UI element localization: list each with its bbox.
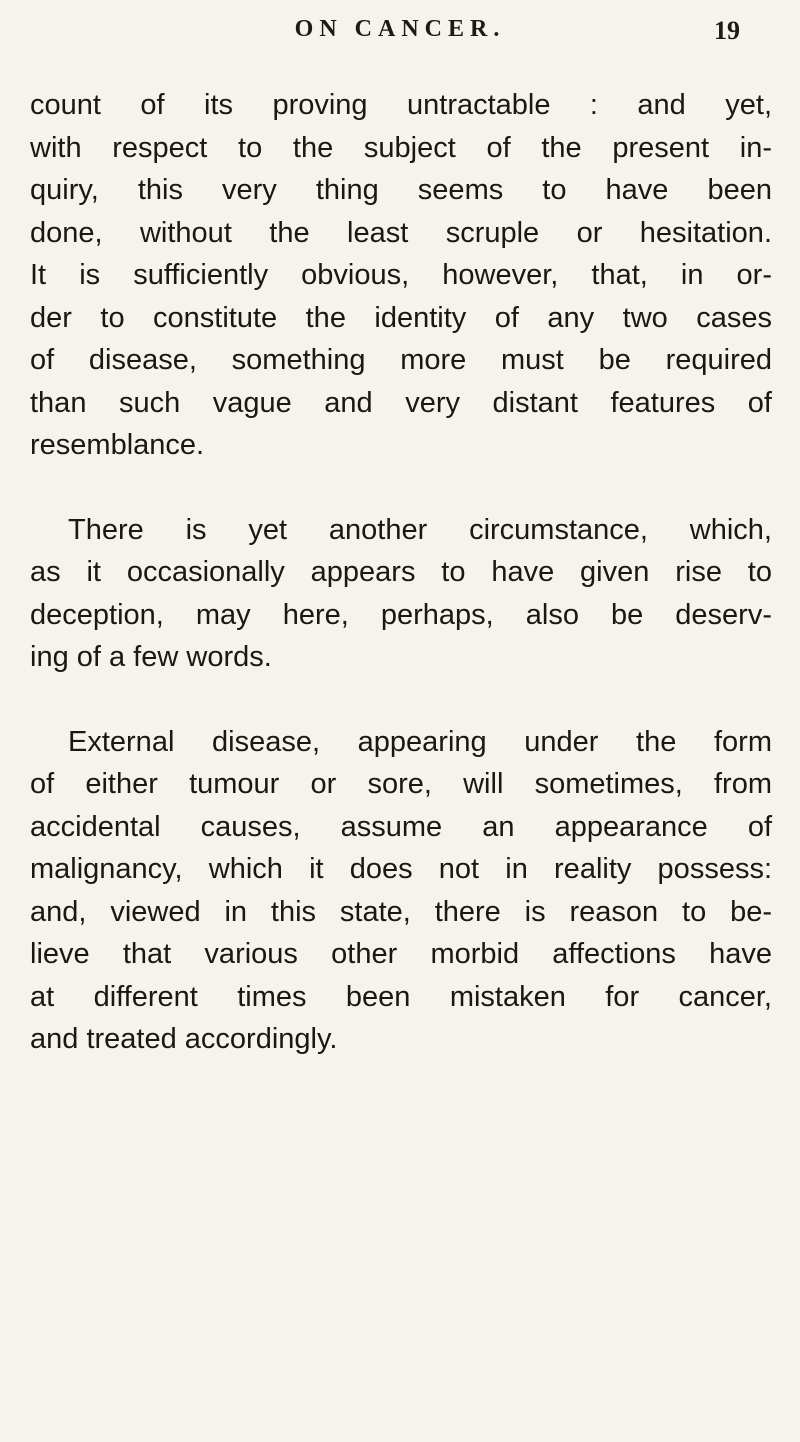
text-line: done, without the least scruple or hesitation. [30, 216, 772, 249]
text-line: of either tumour or sore, will sometimes, from [30, 768, 772, 800]
paragraph-3 [30, 721, 772, 1061]
text-line: lieve that various other morbid affections have [30, 938, 772, 970]
body-text [30, 84, 772, 1061]
text-line: External disease, appearing under the form [68, 725, 772, 758]
text-line: with respect to the subject of the present in- [30, 131, 772, 164]
text-line: as it occasionally appears to have given rise to [30, 556, 772, 588]
paragraph-gap [30, 467, 772, 509]
text-line: malignancy, which it does not in reality possess: [30, 853, 772, 885]
text-line: count of its proving untractable : and yet, [30, 89, 772, 121]
paragraph-1 [30, 84, 772, 467]
running-header [0, 6, 800, 46]
text-line: quiry, this very thing seems to have been [30, 174, 772, 206]
text-line: than such vague and very distant features of [30, 386, 772, 419]
text-line: There is yet another circumstance, which, [68, 513, 772, 546]
text-line: and treated accordingly. [30, 1023, 338, 1055]
text-line: at different times been mistaken for cancer, [30, 980, 772, 1013]
text-line: and, viewed in this state, there is reason to be- [30, 895, 772, 928]
text-line: der to constitute the identity of any two cases [30, 301, 772, 334]
page-number: 19 [714, 16, 740, 45]
text-line: ing of a few words. [30, 641, 272, 673]
text-line: of disease, something more must be required [30, 344, 772, 376]
paragraph-2 [30, 509, 772, 679]
text-line: It is sufficiently obvious, however, that, in or- [30, 259, 772, 291]
text-line: deception, may here, perhaps, also be deserv- [30, 598, 772, 631]
text-line: resemblance. [30, 429, 205, 461]
paragraph-gap [30, 679, 772, 721]
running-title: ON CANCER. [294, 16, 506, 42]
text-line: accidental causes, assume an appearance of [30, 810, 772, 843]
